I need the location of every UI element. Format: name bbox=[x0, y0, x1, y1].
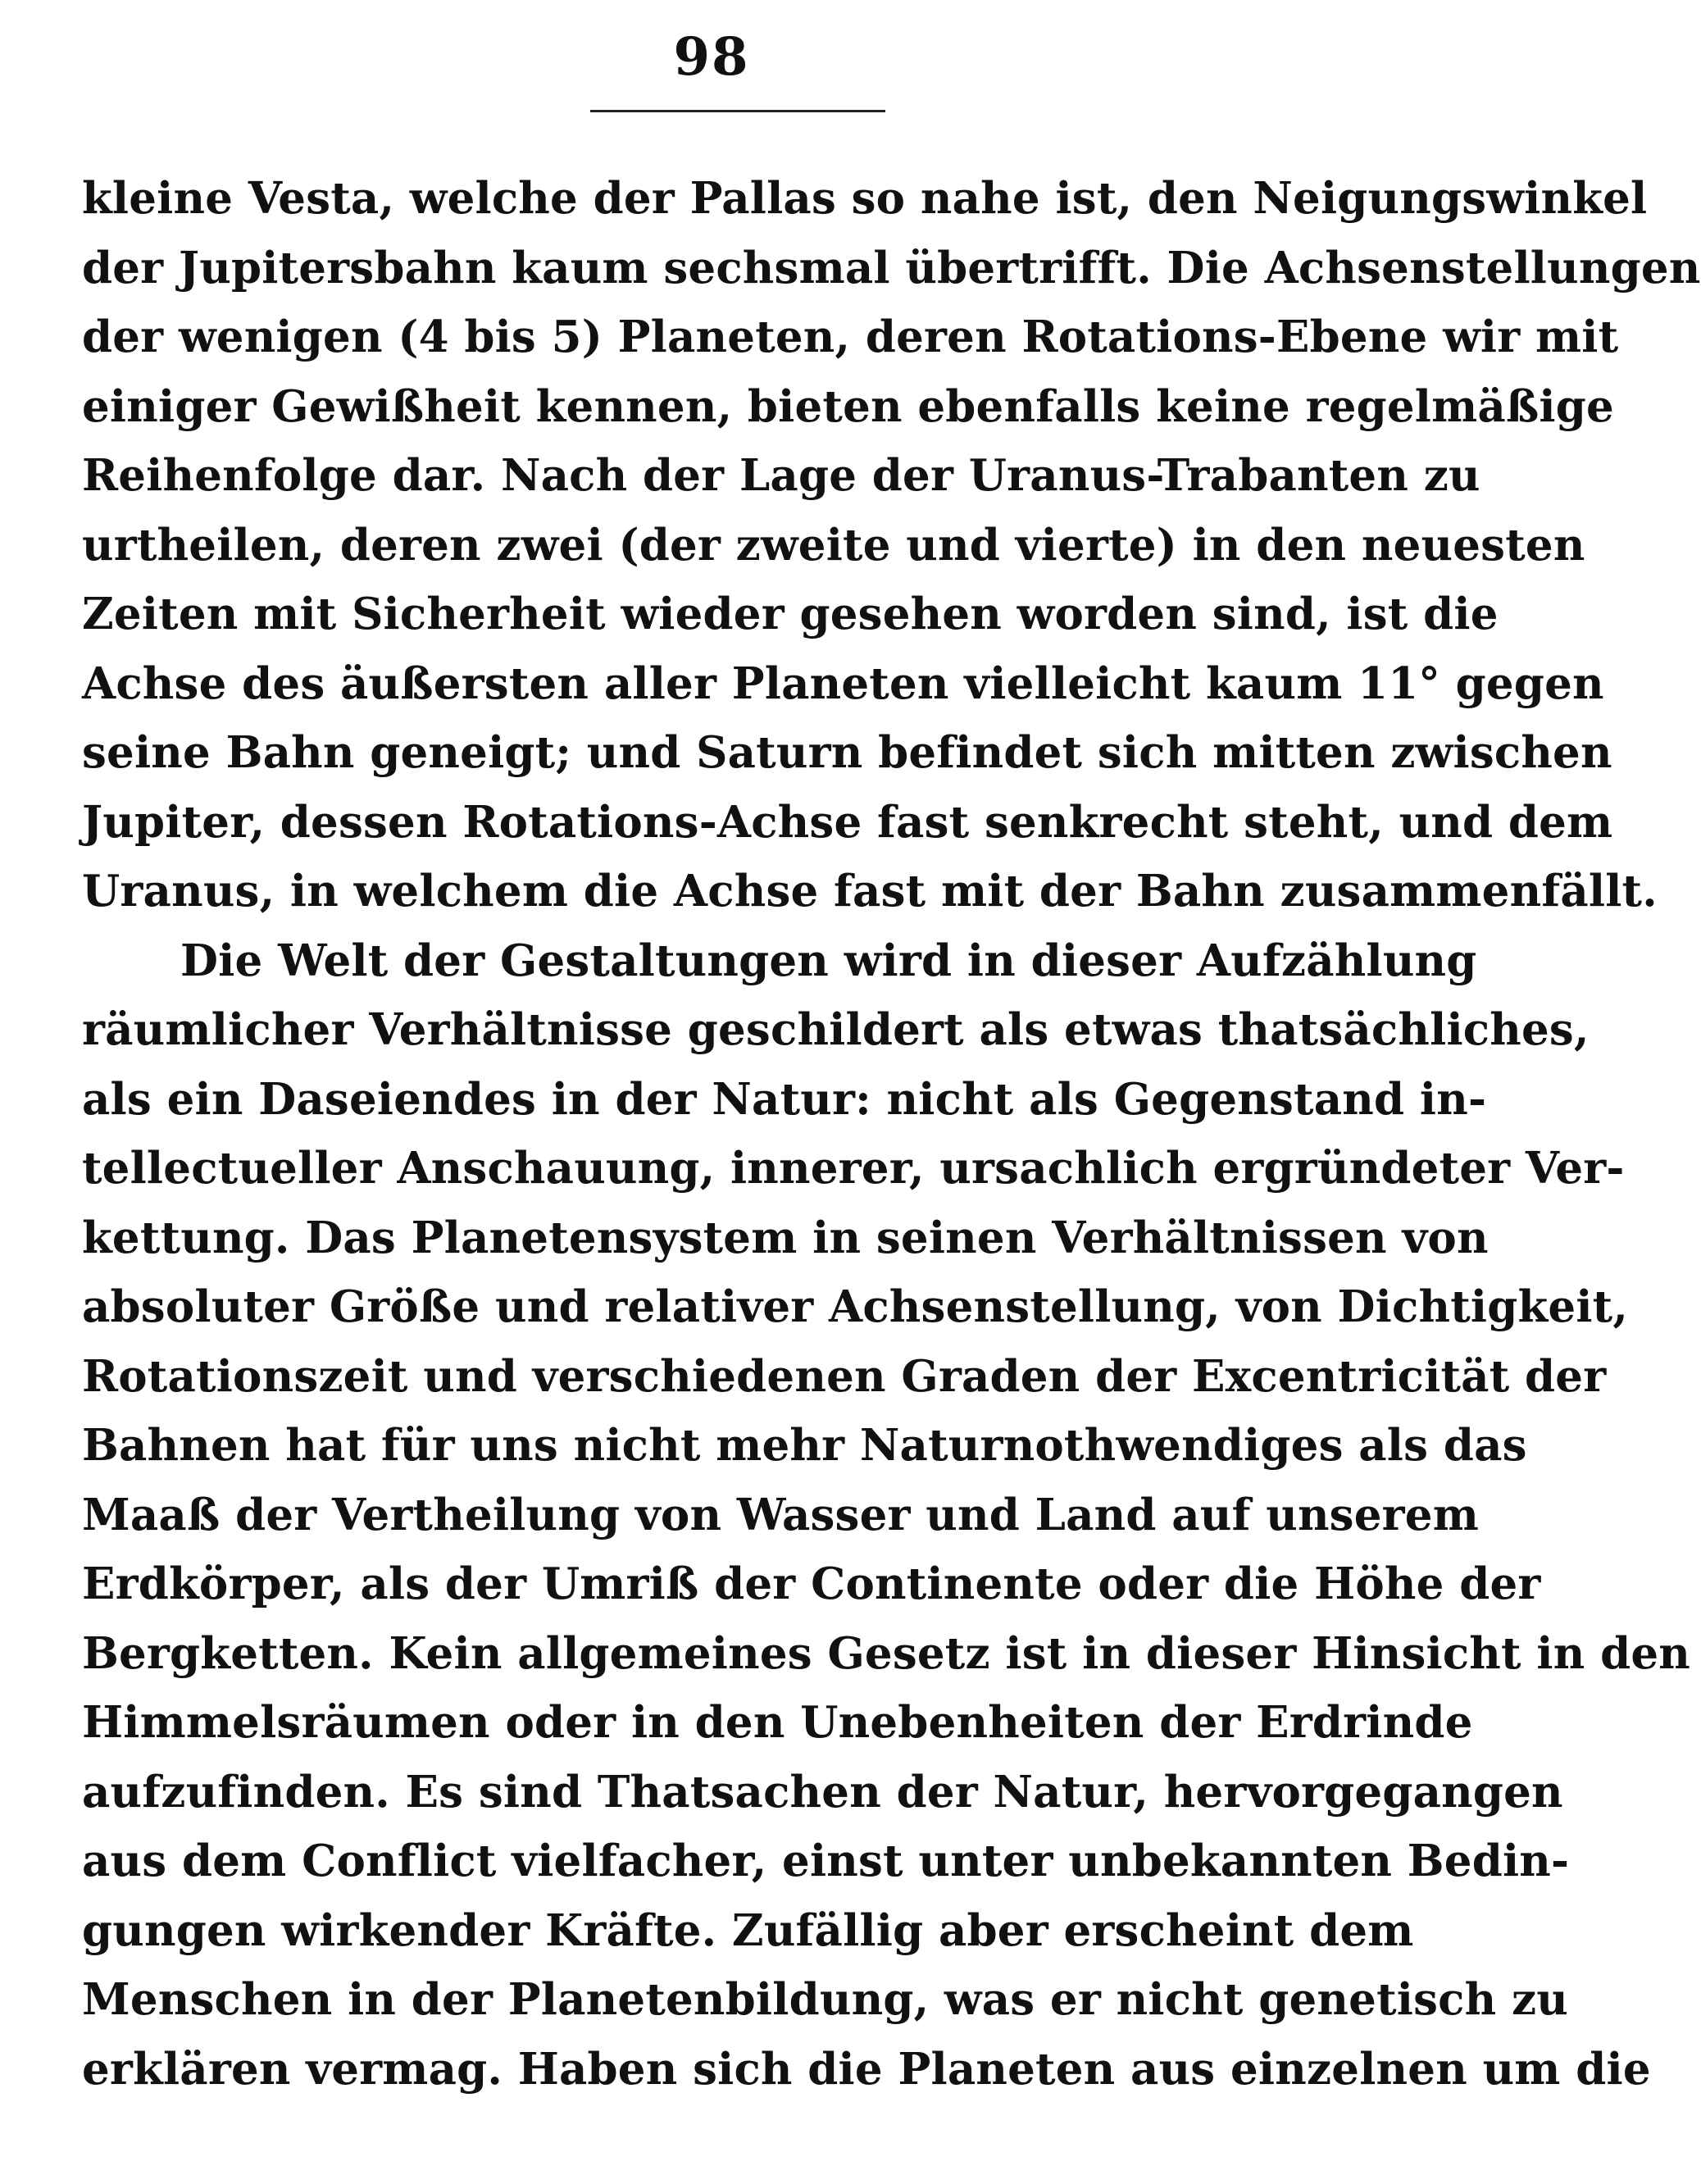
text-line: aus dem Conflict vielfacher, einst unter unbekannten Bedin- bbox=[82, 1836, 1570, 1886]
text-line: gungen wirkender Kräfte. Zufällig aber erscheint dem bbox=[82, 1904, 1414, 1956]
body-text bbox=[82, 164, 1701, 2104]
text-line: kleine Vesta, welche der Pallas so nahe ist, den Neigungswinkel bbox=[82, 173, 1648, 224]
text-line: Zeiten mit Sicherheit wieder gesehen worden sind, ist die bbox=[82, 589, 1499, 639]
text-line: Menschen in der Planetenbildung, was er nicht genetisch zu bbox=[82, 1974, 1569, 2025]
text-line: Reihenfolge dar. Nach der Lage der Uranus-Trabanten zu bbox=[82, 450, 1480, 501]
text-line: seine Bahn geneigt; und Saturn befindet sich mitten zwischen bbox=[82, 727, 1612, 778]
text-line: erklären vermag. Haben sich die Planeten aus einzelnen um die bbox=[82, 2043, 1651, 2095]
text-line: der wenigen (4 bis 5) Planeten, deren Rotations-Ebene wir mit bbox=[82, 312, 1619, 362]
text-line: Maaß der Vertheilung von Wasser und Land auf unserem bbox=[82, 1489, 1479, 1540]
text-line: absoluter Größe und relativer Achsenstellung, von Dichtigkeit, bbox=[82, 1281, 1628, 1332]
text-line: kettung. Das Planetensystem in seinen Verhältnissen von bbox=[82, 1212, 1489, 1263]
header-rule bbox=[590, 110, 885, 112]
text-line: Erdkörper, als der Umriß der Continente oder die Höhe der bbox=[82, 1558, 1541, 1609]
text-line: räumlicher Verhältnisse geschildert als etwas thatsächliches, bbox=[82, 1004, 1590, 1055]
text-line: als ein Daseiendes in der Natur: nicht als Gegenstand in- bbox=[82, 1073, 1487, 1125]
text-line: Himmelsräumen oder in den Unebenheiten der Erdrinde bbox=[82, 1697, 1473, 1748]
text-line: einiger Gewißheit kennen, bieten ebenfalls keine regelmäßige bbox=[82, 380, 1614, 432]
paragraph-start-line: Die Welt der Gestaltungen wird in dieser Aufzählung bbox=[180, 935, 1477, 986]
text-line: Rotationszeit und verschiedenen Graden der Excentricität der bbox=[82, 1350, 1607, 1402]
text-line: Bergketten. Kein allgemeines Gesetz ist in dieser Hinsicht in den bbox=[82, 1627, 1690, 1679]
text-line: Bahnen hat für uns nicht mehr Naturnothwendiges als das bbox=[82, 1420, 1527, 1471]
text-line: Achse des äußersten aller Planeten vielleicht kaum 11° gegen bbox=[82, 657, 1604, 709]
page-number: 98 bbox=[673, 26, 750, 88]
text-line: tellectueller Anschauung, innerer, ursachlich ergründeter Ver- bbox=[82, 1143, 1625, 1194]
text-line: Jupiter, dessen Rotations-Achse fast senkrecht steht, und dem bbox=[82, 796, 1613, 848]
text-line: urtheilen, deren zwei (der zweite und vierte) in den neuesten bbox=[82, 519, 1585, 571]
text-line: der Jupitersbahn kaum sechsmal übertrifft. Die Achsenstellungen bbox=[82, 242, 1701, 293]
text-line: Uranus, in welchem die Achse fast mit der Bahn zusammenfällt. bbox=[82, 866, 1658, 917]
text-line: aufzufinden. Es sind Thatsachen der Natur, hervorgegangen bbox=[82, 1766, 1563, 1818]
